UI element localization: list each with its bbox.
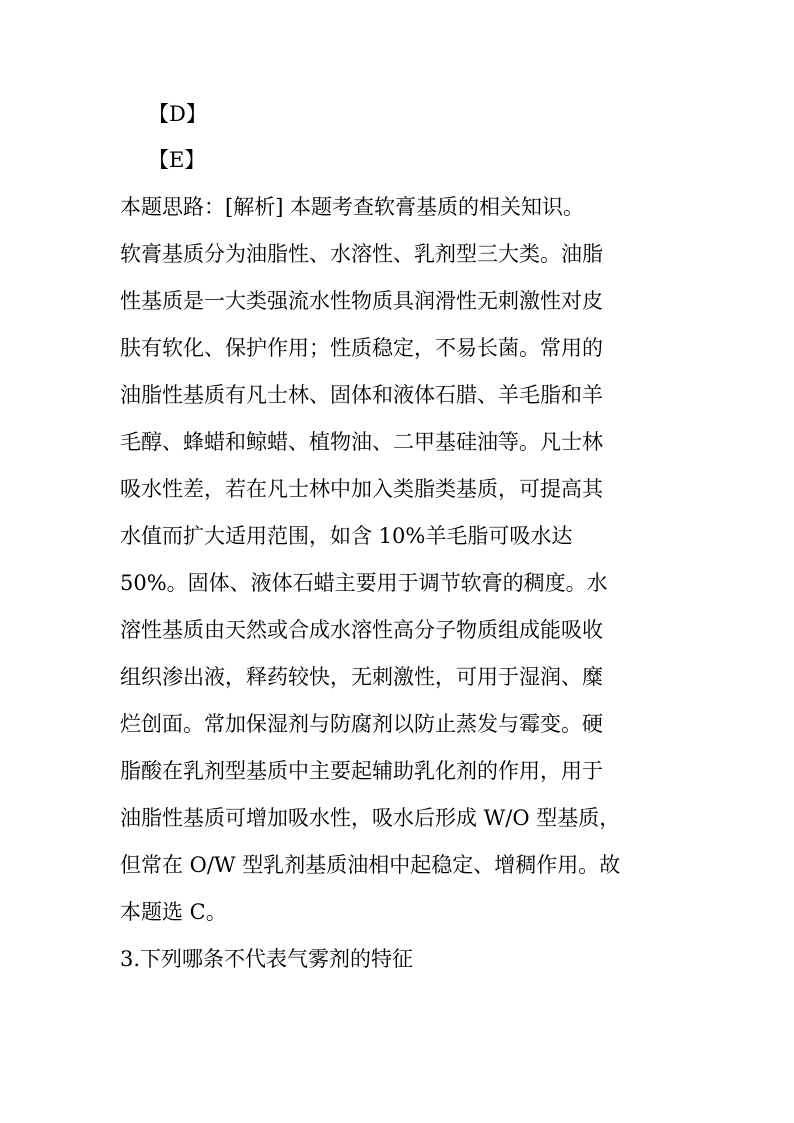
analysis-line: 但常在 O/W 型乳剂基质油相中起稳定、增稠作用。故 [120, 853, 621, 877]
analysis-line: 组织渗出液，释药较快，无刺激性，可用于湿润、糜 [120, 665, 603, 689]
analysis-line: 水值而扩大适用范围，如含 10%羊毛脂可吸水达 [120, 524, 573, 548]
question-3: 3.下列哪条不代表气雾剂的特征 [120, 947, 414, 971]
option-e: 【E】 [148, 148, 206, 172]
analysis-line: 脂酸在乳剂型基质中主要起辅助乳化剂的作用，用于 [120, 759, 603, 783]
analysis-line: 毛醇、蜂蜡和鲸蜡、植物油、二甲基硅油等。凡士林 [120, 430, 603, 454]
analysis-line: 油脂性基质可增加吸水性，吸水后形成 W/O 型基质， [120, 806, 621, 830]
analysis-line: 油脂性基质有凡士林、固体和液体石腊、羊毛脂和羊 [120, 383, 603, 407]
analysis-line: 本题思路：[解析] 本题考查软膏基质的相关知识。 [120, 195, 585, 219]
analysis-line: 烂创面。常加保湿剂与防腐剂以防止蒸发与霉变。硬 [120, 712, 603, 736]
analysis-line: 肤有软化、保护作用；性质稳定，不易长菌。常用的 [120, 336, 603, 360]
analysis-line: 软膏基质分为油脂性、水溶性、乳剂型三大类。油脂 [120, 242, 603, 266]
analysis-line: 性基质是一大类强流水性物质具润滑性无刺激性对皮 [120, 289, 603, 313]
analysis-line: 50%。固体、液体石蜡主要用于调节软膏的稠度。水 [120, 571, 608, 595]
analysis-line: 吸水性差，若在凡士林中加入类脂类基质，可提高其 [120, 477, 603, 501]
analysis-line: 本题选 C。 [120, 900, 227, 924]
option-d: 【D】 [148, 102, 207, 126]
analysis-line: 溶性基质由天然或合成水溶性高分子物质组成能吸收 [120, 618, 603, 642]
